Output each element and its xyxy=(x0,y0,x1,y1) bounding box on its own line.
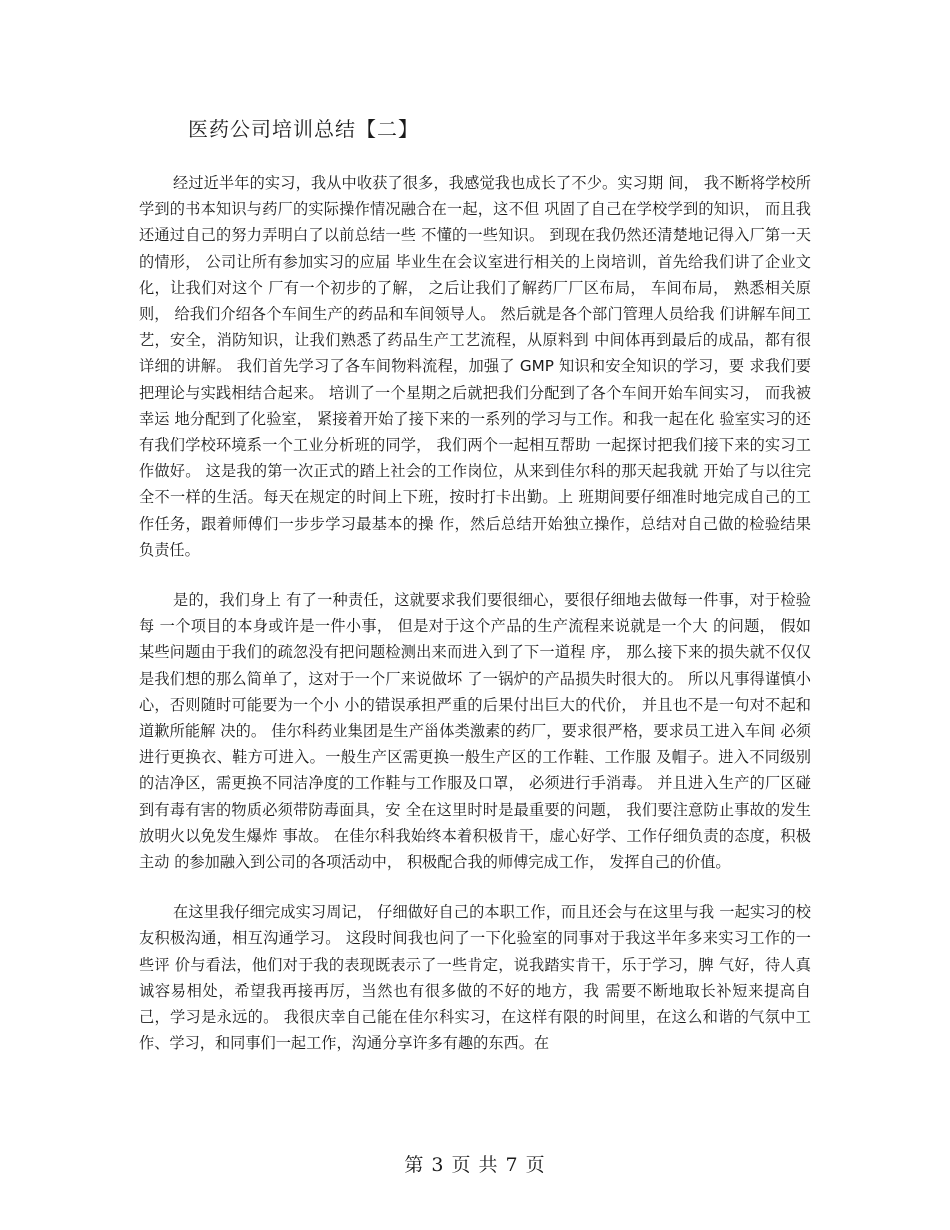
document-title: 医药公司培训总结【二】 xyxy=(188,117,419,141)
paragraph-2: 是的，我们身上 有了一种责任，这就要求我们要很细心，要很仔细地去做每一件事，对于检验每 一个项目的本身或许是一件小事， 但是对于这个产品的生产流程来说就是一个大 的问题， 假如某些问题由于我们的疏忽没有把问题检测出来而进入到了下一道程 序， 那么接下来的损失就不仅仅是我们想的那么简单了，这对于一个厂来说做坏 了一锅炉的产品损失时很大的。 所以凡事得谨慎小心，否则随时可能要为一个小 小的错误承担严重的后果付出巨大的代价， 并且也不是一句对不起和道歉所能解 决的。 佳尔科药业集团是生产甾体类激素的药厂，要求很严格，要求员工进入车间 必须进行更换衣、鞋方可进入。一般生产区需更换一般生产区的工作鞋、工作服 及帽子。进入不同级别的洁净区，需更换不同洁净度的工作鞋与工作服及口罩， 必须进行手消毒。 并且进入生产的厂区碰到有毒有害的物质必须带防毒面具，安 全在这里时时是最重要的问题， 我们要注意防止事故的发生放明火以免发生爆炸 事故。 在佳尔科我始终本着积极肯干，虚心好学、工作仔细负责的态度，积极主动 的参加融入到公司的各项活动中， 积极配合我的师傅完成工作， 发挥自己的价值。 xyxy=(139,591,811,872)
page-number-footer: 第 3 页 共 7 页 xyxy=(404,1154,546,1176)
document-body xyxy=(139,170,811,1081)
paragraph-1: 经过近半年的实习，我从中收获了很多，我感觉我也成长了不少。实习期 间， 我不断将学校所学到的书本知识与药厂的实际操作情况融合在一起，这不但 巩固了自己在学校学到的知识， 而且我还通过自己的努力弄明白了以前总结一些 不懂的一些知识。 到现在我仍然还清楚地记得入厂第一天的情形， 公司让所有参加实习的应届 毕业生在会议室进行相关的上岗培训，首先给我们讲了企业文化，让我们对这个 厂有一个初步的了解， 之后让我们了解药厂厂区布局， 车间布局， 熟悉相关原则， 给我们介绍各个车间生产的药品和车间领导人。 然后就是各个部门管理人员给我 们讲解车间工艺，安全，消防知识，让我们熟悉了药品生产工艺流程，从原料到 中间体再到最后的成品，都有很详细的讲解。 我们首先学习了各车间物料流程，加强了 GMP 知识和安全知识的学习，要 求我们要把理论与实践相结合起来。 培训了一个星期之后就把我们分配到了各个车间开始车间实习， 而我被幸运 地分配到了化验室， 紧接着开始了接下来的一系列的学习与工作。和我一起在化 验室实习的还有我们学校环境系一个工业分析班的同学， 我们两个一起相互帮助 一起探讨把我们接下来的实习工作做好。 这是我的第一次正式的踏上社会的工作岗位，从来到佳尔科的那天起我就 开始了与以往完全不一样的生活。每天在规定的时间上下班，按时打卡出勤。上 班期间要仔细准时地完成自己的工作任务，跟着师傅们一步步学习最基本的操 作，然后总结开始独立操作，总结对自己做的检验结果负责任。 xyxy=(139,174,811,559)
paragraph-3: 在这里我仔细完成实习周记， 仔细做好自己的本职工作，而且还会与在这里与我 一起实习的校友积极沟通，相互沟通学习。 这段时间我也问了一下化验室的同事对于我这半年多来实习工作的一些评 价与看法，他们对于我的表现既表示了一些肯定，说我踏实肯干，乐于学习，脾 气好，待人真诚容易相处，希望我再接再厉，当然也有很多做的不好的地方，我 需要不断地取长补短来提高自己，学习是永远的。 我很庆幸自己能在佳尔科实习，在这样有限的时间里，在这么和谐的气氛中工作、学习，和同事们一起工作，沟通分享许多有趣的东西。在 xyxy=(139,903,811,1053)
